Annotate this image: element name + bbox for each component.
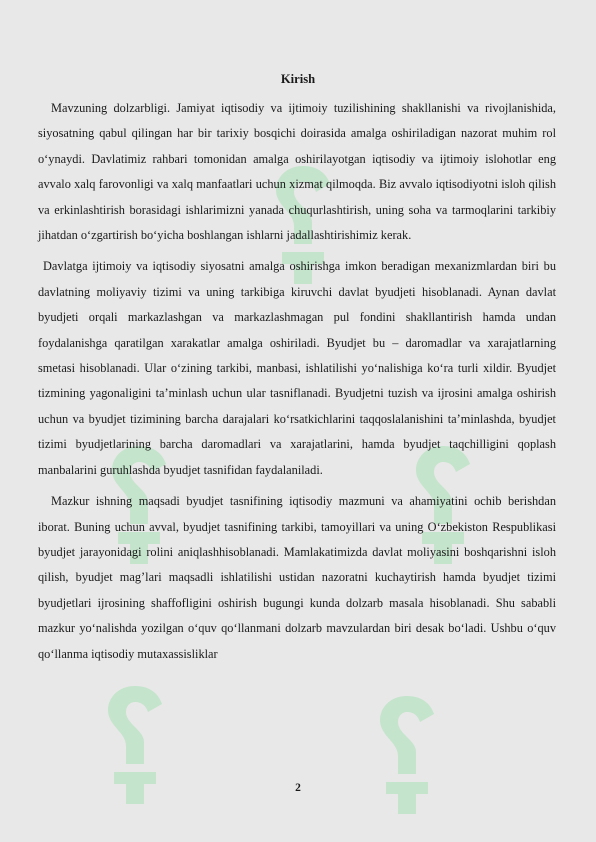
paragraph: Davlatga ijtimoiy va iqtisodiy siyosatni amalga oshirishga imkon beradigan mexanizmlardan biri bu davlatning moliyaviy tizimi va uning tarkibiga kiruvchi davlat byudjeti hisoblanadi. Aynan davlat byudjeti orqali markazlashgan va markazlashmagan pul fondini shakllantirish hamda undan foydalanishga qaratilgan xarakatlar amalga oshiriladi. Byudjet bu – daromadlar va xarajatlarning smetasi hisoblanadi. Ular o‘zining tarkibi, manbasi, ishlatilishi yo‘nalishiga ko‘ra turli xildir. Byudjet tizmining yagonaligini ta’minlash uchun ular tasniflanadi. Byudjetni tuzish va ijrosini amalga oshirish uchun va byudjet tizimining barcha darajalari ko‘rsatkichlarini taqqoslalanishini taʼminlashda, byudjet tizimi byudjetlarining barcha daromadlari va xarajatlarini, hamda byudjet taqchilligini qoplash manbalarini guruhlashda byudjet tasnifidan faydalaniladi. [38,259,556,477]
watermark-logo-icon [372,690,442,820]
page-number: 2 [295,782,301,794]
paragraph: Mavzuning dolzarbligi. Jamiyat iqtisodiy va ijtimoiy tuzilishining shakllanishi va rivojlanishida, siyosatning qabul qilingan har bir tarixiy bosqichi doirasida amalga oshiriladigan nazorat muhim rol o‘ynaydi. Davlatimiz rahbari tomonidan amalga oshirilayotgan iqtisodiy va ijtimoiy islohotlar eng avvalo xalq farovonligi va xalq manfaatlari uchun xizmat qilmoqda. Biz avvalo iqtisodiyotni isloh qilish va erkinlashtirish borasidagi ishlarimizni yanada chuqurlashtirish, uning soha va tarmoqlarini tarkibiy jihatdan o‘zgartirish bo‘yicha boshlangan ishlarni jadallashtirishimiz kerak. [38,101,556,243]
paragraph: Mazkur ishning maqsadi byudjet tasnifining iqtisodiy mazmuni va ahamiyatini ochib berishdan iborat. Buning uchun avval, byudjet tasnifining tarkibi, tamoyillari va uning O‘zbekiston Respublikasi byudjet jarayonidagi rolini aniqlashhisoblanadi. Mamlakatimizda davlat moliyasini boshqarishni isloh qilish, byudjet mag’lari maqsadli ishlatilishi ustidan nazoratni kuchaytirish hamda byudjet tizimi byudjetlari ijrosining shaffofligini oshirish bugungi kunda dolzarb masala hisoblanadi. Shu sababli mazkur yo‘nalishda yozilgan o‘quv qo‘llanmani dolzarb mavzulardan biri desak bo‘ladi. Ushbu o‘quv qo‘llanma iqtisodiy mutaxassisliklar [38,494,556,661]
document-title: Kirish [280,72,316,86]
document-body [38,96,556,673]
